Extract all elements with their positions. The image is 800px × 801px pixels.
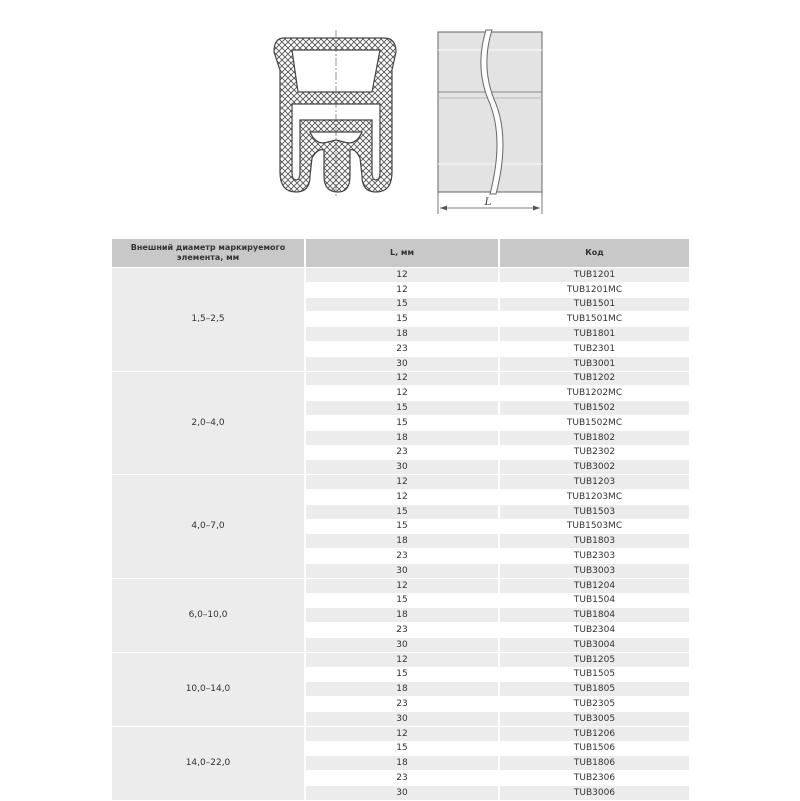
length-cell: 18 (306, 431, 498, 445)
length-cell: 18 (306, 608, 498, 622)
length-cell: 30 (306, 638, 498, 652)
length-cell: 12 (306, 475, 498, 489)
code-cell: TUB1801 (500, 327, 689, 341)
code-cell: TUB1206 (500, 727, 689, 741)
code-cell: TUB2305 (500, 697, 689, 711)
spec-table (110, 238, 691, 801)
code-cell: TUB1802 (500, 431, 689, 445)
code-cell: TUB1805 (500, 682, 689, 696)
code-cell: TUB1201 (500, 268, 689, 282)
length-cell: 15 (306, 742, 498, 756)
code-cell: TUB1506 (500, 742, 689, 756)
length-cell: 30 (306, 564, 498, 578)
code-cell: TUB3003 (500, 564, 689, 578)
code-cell: TUB1503MC (500, 520, 689, 534)
header-code: Код (500, 239, 689, 267)
length-cell: 12 (306, 386, 498, 400)
diameter-cell: 14,0–22,0 (112, 727, 304, 800)
length-cell: 23 (306, 549, 498, 563)
table-body (112, 268, 689, 800)
length-cell: 15 (306, 505, 498, 519)
diameter-cell: 2,0–4,0 (112, 372, 304, 475)
code-cell: TUB1806 (500, 756, 689, 770)
length-cell: 12 (306, 490, 498, 504)
code-cell: TUB1203 (500, 475, 689, 489)
profile-side-view (438, 30, 542, 214)
code-cell: TUB1202 (500, 372, 689, 386)
code-cell: TUB2301 (500, 342, 689, 356)
code-cell: TUB1804 (500, 608, 689, 622)
code-cell: TUB1501MC (500, 312, 689, 326)
length-cell: 12 (306, 727, 498, 741)
length-cell: 18 (306, 756, 498, 770)
length-cell: 12 (306, 268, 498, 282)
code-cell: TUB2304 (500, 623, 689, 637)
technical-drawing (0, 0, 800, 236)
length-cell: 30 (306, 357, 498, 371)
table-row (112, 579, 689, 593)
code-cell: TUB1201MC (500, 283, 689, 297)
length-cell: 23 (306, 342, 498, 356)
code-cell: TUB1205 (500, 653, 689, 667)
length-cell: 15 (306, 594, 498, 608)
length-cell: 12 (306, 372, 498, 386)
length-cell: 23 (306, 623, 498, 637)
table-row (112, 727, 689, 741)
length-cell: 18 (306, 327, 498, 341)
length-cell: 15 (306, 668, 498, 682)
length-cell: 23 (306, 771, 498, 785)
length-cell: 15 (306, 401, 498, 415)
diameter-cell: 10,0–14,0 (112, 653, 304, 726)
code-cell: TUB2303 (500, 549, 689, 563)
code-cell: TUB1502 (500, 401, 689, 415)
diameter-cell: 1,5–2,5 (112, 268, 304, 371)
code-cell: TUB1502MC (500, 416, 689, 430)
code-cell: TUB1504 (500, 594, 689, 608)
code-cell: TUB3005 (500, 712, 689, 726)
table-row (112, 268, 689, 282)
header-diameter: Внешний диаметр маркируемого элемента, мм (112, 239, 304, 267)
profile-cross-section (274, 30, 396, 198)
diameter-cell: 6,0–10,0 (112, 579, 304, 652)
length-cell: 12 (306, 653, 498, 667)
length-cell: 12 (306, 283, 498, 297)
length-cell: 15 (306, 298, 498, 312)
diameter-cell: 4,0–7,0 (112, 475, 304, 578)
code-cell: TUB3002 (500, 460, 689, 474)
table-row (112, 372, 689, 386)
code-cell: TUB1503 (500, 505, 689, 519)
length-cell: 12 (306, 579, 498, 593)
length-cell: 18 (306, 534, 498, 548)
dimension-label: L (484, 197, 492, 208)
length-cell: 15 (306, 416, 498, 430)
table-row (112, 475, 689, 489)
code-cell: TUB3006 (500, 786, 689, 800)
length-cell: 18 (306, 682, 498, 696)
code-cell: TUB1202MC (500, 386, 689, 400)
code-cell: TUB1204 (500, 579, 689, 593)
length-cell: 15 (306, 312, 498, 326)
length-cell: 30 (306, 786, 498, 800)
code-cell: TUB2302 (500, 446, 689, 460)
code-cell: TUB2306 (500, 771, 689, 785)
table-header-row (112, 239, 689, 267)
table-row (112, 653, 689, 667)
code-cell: TUB3004 (500, 638, 689, 652)
length-cell: 23 (306, 446, 498, 460)
length-cell: 23 (306, 697, 498, 711)
code-cell: TUB1803 (500, 534, 689, 548)
code-cell: TUB3001 (500, 357, 689, 371)
header-length: L, мм (306, 239, 498, 267)
length-cell: 30 (306, 712, 498, 726)
code-cell: TUB1203MC (500, 490, 689, 504)
length-cell: 15 (306, 520, 498, 534)
length-cell: 30 (306, 460, 498, 474)
code-cell: TUB1505 (500, 668, 689, 682)
code-cell: TUB1501 (500, 298, 689, 312)
